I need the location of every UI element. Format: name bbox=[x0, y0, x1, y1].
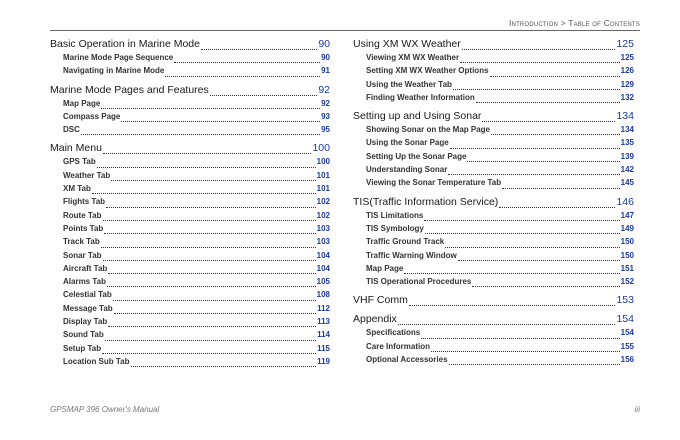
toc-entry[interactable] bbox=[50, 344, 330, 357]
toc-entry-label: TIS Operational Procedures bbox=[366, 277, 472, 287]
dot-leader bbox=[424, 220, 619, 221]
toc-page-link[interactable]: 92 bbox=[321, 98, 330, 108]
toc-right-column bbox=[353, 36, 634, 372]
dot-leader bbox=[107, 286, 316, 287]
toc-page-link[interactable]: 154 bbox=[616, 313, 634, 326]
dot-leader bbox=[104, 233, 315, 234]
toc-section bbox=[353, 38, 634, 106]
toc-entry[interactable] bbox=[50, 330, 330, 343]
toc-page-link[interactable]: 156 bbox=[620, 355, 634, 365]
toc-page-link[interactable]: 114 bbox=[317, 330, 330, 340]
toc-section-heading[interactable] bbox=[353, 196, 634, 211]
dot-leader bbox=[502, 188, 620, 189]
dot-leader bbox=[431, 351, 620, 352]
dot-leader bbox=[101, 108, 320, 109]
toc-entry[interactable] bbox=[353, 264, 634, 277]
toc-entry[interactable] bbox=[353, 328, 634, 341]
dot-leader bbox=[92, 193, 316, 194]
toc-page-link[interactable]: 92 bbox=[318, 83, 330, 96]
toc-page-link[interactable]: 104 bbox=[316, 263, 330, 273]
toc-entry[interactable] bbox=[353, 211, 634, 224]
toc-section bbox=[353, 196, 634, 291]
dot-leader bbox=[103, 260, 316, 261]
toc-entry[interactable] bbox=[50, 211, 330, 224]
toc-entry-label: Sound Tab bbox=[63, 330, 104, 340]
toc-page-link[interactable]: 139 bbox=[620, 151, 634, 161]
toc-entry-label: Track Tab bbox=[63, 237, 100, 247]
header-chapter: Introduction bbox=[508, 18, 559, 28]
toc-entry-label: Aircraft Tab bbox=[63, 263, 108, 273]
toc-page-link[interactable]: 155 bbox=[620, 341, 634, 351]
toc-entry-label: Viewing XM WX Weather bbox=[366, 53, 460, 62]
dot-leader bbox=[409, 305, 616, 306]
dot-leader bbox=[97, 167, 316, 168]
toc-page-link[interactable]: 113 bbox=[317, 317, 330, 327]
toc-section-title: Using XM WX Weather bbox=[353, 38, 461, 50]
toc-entry-label: Flights Tab bbox=[63, 197, 106, 207]
toc-page-link[interactable]: 103 bbox=[316, 237, 330, 247]
toc-section bbox=[50, 142, 330, 370]
toc-entry[interactable] bbox=[50, 157, 330, 170]
toc-entry[interactable] bbox=[353, 342, 634, 355]
dot-leader bbox=[398, 324, 616, 325]
dot-leader bbox=[131, 366, 317, 367]
toc-section-heading[interactable] bbox=[353, 110, 634, 125]
toc-entry-label: Display Tab bbox=[63, 317, 108, 327]
dot-leader bbox=[421, 338, 619, 339]
footer-page-number: iii bbox=[634, 405, 640, 414]
toc-section-title: Main Menu bbox=[50, 142, 102, 155]
toc-entry[interactable] bbox=[50, 357, 330, 370]
toc-section bbox=[50, 84, 330, 139]
toc-page-link[interactable]: 101 bbox=[316, 184, 330, 194]
toc-entry-label: Viewing the Sonar Temperature Tab bbox=[366, 178, 502, 188]
toc-entry-label: Points Tab bbox=[63, 223, 104, 233]
dot-leader bbox=[121, 121, 320, 122]
toc-page-link[interactable]: 102 bbox=[316, 197, 330, 207]
toc-page-link[interactable]: 104 bbox=[316, 250, 330, 260]
dot-leader bbox=[472, 286, 619, 287]
dot-leader bbox=[165, 76, 320, 77]
toc-page-link[interactable]: 101 bbox=[316, 170, 330, 180]
toc-entry[interactable] bbox=[50, 237, 330, 250]
toc-page-link[interactable]: 105 bbox=[316, 277, 330, 287]
toc-page-link[interactable]: 150 bbox=[620, 250, 634, 260]
toc-section bbox=[353, 110, 634, 191]
toc-page-link[interactable]: 134 bbox=[620, 125, 634, 135]
dot-leader bbox=[458, 260, 620, 261]
toc-page-link[interactable]: 152 bbox=[620, 277, 634, 287]
toc-entry[interactable] bbox=[353, 277, 634, 290]
toc-entry-label: Message Tab bbox=[63, 303, 113, 313]
toc-entry[interactable] bbox=[50, 66, 330, 79]
dot-leader bbox=[462, 49, 616, 50]
toc-entry-label: Optional Accessories bbox=[366, 355, 448, 365]
toc-entry-label: Navigating in Marine Mode bbox=[63, 66, 165, 76]
toc-section-heading[interactable] bbox=[353, 294, 634, 309]
dot-leader bbox=[491, 134, 620, 135]
toc-page-link[interactable]: 93 bbox=[321, 111, 330, 121]
toc-page-link[interactable]: 153 bbox=[616, 294, 634, 307]
toc-page-link[interactable]: 108 bbox=[316, 290, 330, 300]
toc-page-link[interactable]: 112 bbox=[317, 303, 330, 313]
toc-entry-label: Finding Weather Information bbox=[366, 92, 475, 102]
toc-page-link[interactable]: 151 bbox=[620, 263, 634, 273]
toc-entry[interactable] bbox=[50, 277, 330, 290]
toc-page-link[interactable]: 149 bbox=[620, 223, 634, 233]
toc-entry-label: DSC bbox=[63, 125, 80, 135]
toc-page-link[interactable]: 146 bbox=[616, 195, 634, 208]
dot-leader bbox=[108, 273, 315, 274]
toc-entry-label: Showing Sonar on the Map Page bbox=[366, 125, 491, 135]
toc-entry-label: Weather Tab bbox=[63, 170, 111, 180]
toc-section-heading[interactable] bbox=[353, 313, 634, 328]
toc-section bbox=[353, 313, 634, 368]
toc-entry[interactable] bbox=[50, 112, 330, 125]
toc-page-link[interactable]: 135 bbox=[620, 138, 634, 148]
dot-leader bbox=[108, 326, 316, 327]
toc-entry[interactable] bbox=[353, 125, 634, 138]
toc-entry-label: Compass Page bbox=[63, 111, 121, 121]
toc-entry[interactable] bbox=[353, 237, 634, 250]
dot-leader bbox=[101, 247, 316, 248]
toc-section-title: VHF Comm bbox=[353, 294, 408, 307]
toc-section-heading[interactable] bbox=[353, 38, 634, 53]
toc-entry-label: TIS Limitations bbox=[366, 210, 424, 220]
toc-entry[interactable] bbox=[353, 165, 634, 178]
toc-entry[interactable] bbox=[353, 93, 634, 106]
toc-entry-label: Traffic Warning Window bbox=[366, 250, 457, 260]
dot-leader bbox=[460, 62, 620, 63]
toc-section bbox=[50, 38, 330, 80]
toc-entry-label: Alarms Tab bbox=[63, 277, 106, 287]
toc-entry-label: Location Sub Tab bbox=[63, 356, 130, 366]
toc-entry[interactable] bbox=[50, 184, 330, 197]
toc-entry[interactable] bbox=[50, 125, 330, 138]
toc-entry[interactable] bbox=[50, 304, 330, 317]
toc-page-link[interactable]: 100 bbox=[312, 142, 330, 155]
dot-leader bbox=[449, 364, 620, 365]
toc-entry-label: Traffic Ground Track bbox=[366, 237, 445, 247]
dot-leader bbox=[114, 313, 316, 314]
toc-section bbox=[353, 294, 634, 309]
toc-entry[interactable] bbox=[353, 355, 634, 368]
toc-entry[interactable] bbox=[353, 66, 634, 79]
toc-entry[interactable] bbox=[50, 224, 330, 237]
toc-page-link[interactable]: 154 bbox=[620, 328, 634, 338]
dot-leader bbox=[450, 148, 620, 149]
toc-entry-label: Map Page bbox=[63, 98, 101, 108]
toc-entry-label: Care Information bbox=[366, 341, 431, 351]
toc-entry[interactable] bbox=[50, 251, 330, 264]
toc-page-link[interactable]: 90 bbox=[321, 53, 330, 62]
toc-entry[interactable] bbox=[353, 178, 634, 191]
dot-leader bbox=[174, 62, 320, 63]
toc-entry[interactable] bbox=[353, 224, 634, 237]
toc-entry[interactable] bbox=[50, 290, 330, 303]
dot-leader bbox=[201, 49, 317, 50]
dot-leader bbox=[113, 300, 316, 301]
dot-leader bbox=[210, 95, 318, 96]
dot-leader bbox=[106, 207, 316, 208]
dot-leader bbox=[103, 220, 316, 221]
toc-entry-label: Using the Weather Tab bbox=[366, 79, 452, 89]
header-separator: > bbox=[558, 18, 569, 28]
toc-entry-label: Marine Mode Page Sequence bbox=[63, 53, 174, 62]
toc-entry[interactable] bbox=[353, 138, 634, 151]
toc-entry[interactable] bbox=[50, 317, 330, 330]
toc-page-link[interactable]: 126 bbox=[620, 66, 634, 76]
toc-entry[interactable] bbox=[50, 264, 330, 277]
toc-entry[interactable] bbox=[353, 53, 634, 66]
toc-section-heading[interactable] bbox=[50, 142, 330, 157]
toc-page-link[interactable]: 125 bbox=[616, 38, 634, 50]
header-rule bbox=[50, 30, 640, 31]
toc-entry-label: Sonar Tab bbox=[63, 250, 102, 260]
toc-entry-label: Setting XM WX Weather Options bbox=[366, 66, 489, 76]
dot-leader bbox=[111, 180, 315, 181]
footer-manual-title: GPSMAP 396 Owner's Manual bbox=[50, 405, 160, 414]
toc-page-link[interactable]: 125 bbox=[620, 53, 634, 62]
dot-leader bbox=[482, 121, 615, 122]
toc-section-title: Appendix bbox=[353, 313, 397, 326]
toc-entry[interactable] bbox=[353, 80, 634, 93]
toc-entry[interactable] bbox=[353, 251, 634, 264]
toc-page-link[interactable]: 100 bbox=[316, 157, 330, 167]
dot-leader bbox=[467, 161, 619, 162]
running-header bbox=[509, 18, 640, 28]
toc-page-link[interactable]: 145 bbox=[620, 178, 634, 188]
toc-page-link[interactable]: 115 bbox=[317, 343, 330, 353]
toc-page-link[interactable]: 150 bbox=[620, 237, 634, 247]
dot-leader bbox=[490, 76, 620, 77]
toc-entry-label: GPS Tab bbox=[63, 157, 96, 167]
toc-entry[interactable] bbox=[353, 152, 634, 165]
dot-leader bbox=[81, 134, 320, 135]
toc-page-link[interactable]: 142 bbox=[620, 165, 634, 175]
toc-entry[interactable] bbox=[50, 99, 330, 112]
toc-page-link[interactable]: 90 bbox=[318, 38, 330, 50]
toc-entry-label: Setup Tab bbox=[63, 343, 102, 353]
toc-page-link[interactable]: 132 bbox=[620, 92, 634, 102]
toc-section-title: Setting up and Using Sonar bbox=[353, 110, 482, 123]
toc-page-link[interactable]: 119 bbox=[317, 356, 330, 366]
toc-section-heading[interactable] bbox=[50, 38, 330, 53]
dot-leader bbox=[445, 247, 619, 248]
dot-leader bbox=[499, 207, 615, 208]
dot-leader bbox=[425, 233, 620, 234]
toc-entry[interactable] bbox=[50, 53, 330, 66]
toc-entry-label: Setting Up the Sonar Page bbox=[366, 151, 467, 161]
dot-leader bbox=[103, 153, 312, 154]
toc-section-heading[interactable] bbox=[50, 84, 330, 99]
toc-page-link[interactable]: 95 bbox=[321, 125, 330, 135]
toc-section-title: TIS(Traffic Information Service) bbox=[353, 195, 499, 208]
toc-entry-label: Understanding Sonar bbox=[366, 165, 448, 175]
toc-page-link[interactable]: 91 bbox=[321, 66, 330, 76]
dot-leader bbox=[102, 353, 316, 354]
dot-leader bbox=[453, 89, 620, 90]
toc-section-title: Marine Mode Pages and Features bbox=[50, 83, 209, 96]
dot-leader bbox=[476, 102, 620, 103]
toc-page-link[interactable]: 147 bbox=[620, 210, 634, 220]
toc-page-link[interactable]: 103 bbox=[316, 223, 330, 233]
toc-entry-label: Celestial Tab bbox=[63, 290, 112, 300]
toc-entry[interactable] bbox=[50, 197, 330, 210]
toc-page-link[interactable]: 102 bbox=[316, 210, 330, 220]
toc-entry-label: Using the Sonar Page bbox=[366, 138, 449, 148]
toc-entry[interactable] bbox=[50, 171, 330, 184]
toc-entry-label: Map Page bbox=[366, 263, 404, 273]
toc-left-column bbox=[50, 36, 330, 374]
toc-entry-label: XM Tab bbox=[63, 184, 91, 194]
dot-leader bbox=[404, 273, 619, 274]
toc-section-title: Basic Operation in Marine Mode bbox=[50, 38, 200, 50]
toc-page-link[interactable]: 129 bbox=[620, 79, 634, 89]
toc-entry-label: TIS Symbology bbox=[366, 223, 424, 233]
dot-leader bbox=[105, 340, 316, 341]
toc-entry-label: Route Tab bbox=[63, 210, 102, 220]
toc-entry-label: Specifications bbox=[366, 328, 421, 338]
dot-leader bbox=[448, 174, 619, 175]
header-section: Table of Contents bbox=[568, 18, 640, 28]
toc-page-link[interactable]: 134 bbox=[616, 110, 634, 123]
